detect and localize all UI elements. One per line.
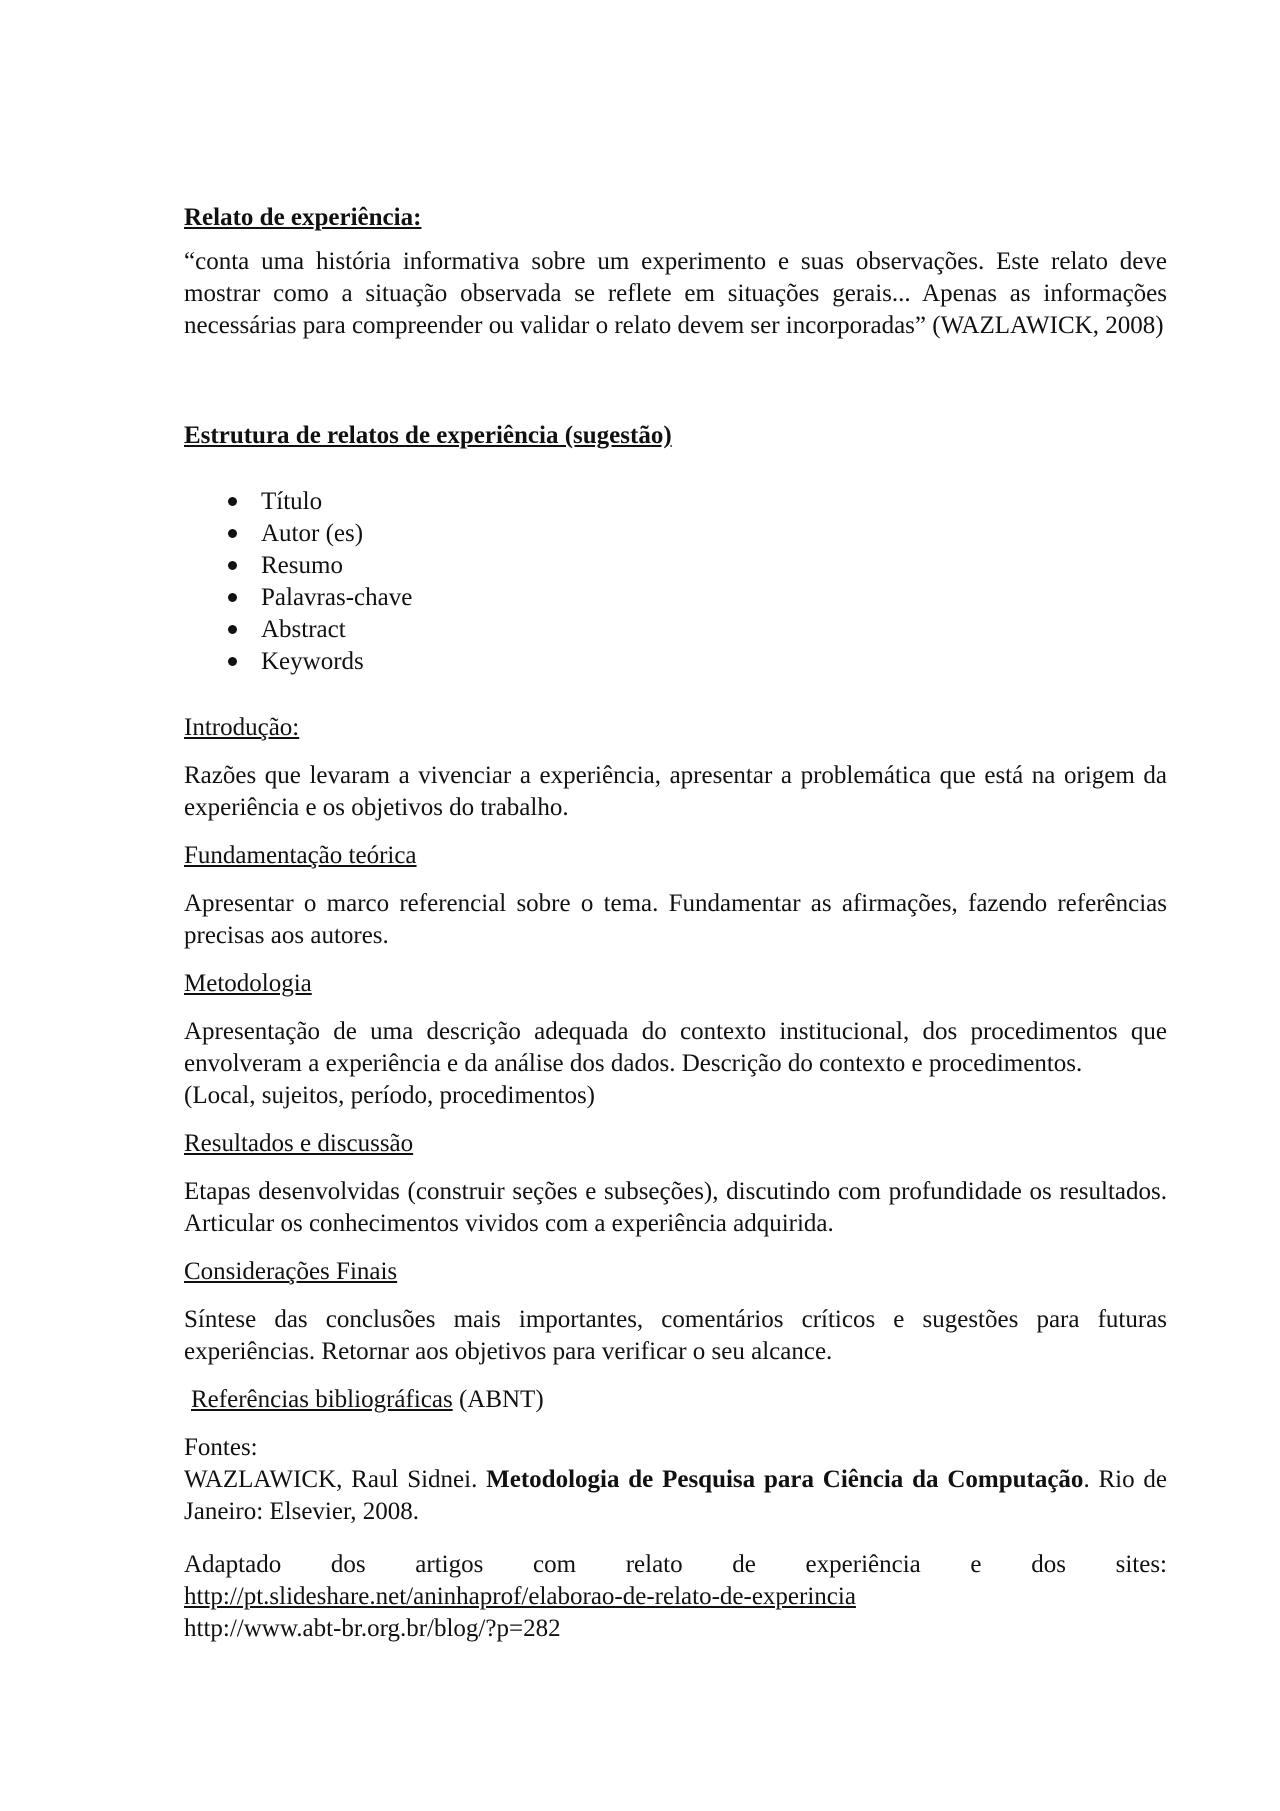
heading-referencias-line — [184, 1384, 1167, 1416]
heading-consideracoes: Considerações Finais — [184, 1258, 398, 1285]
text-metodologia: Apresentação de uma descrição adequada do contexto institucional, dos procedimentos que envolveram a experiência e da análise dos dados. Descrição do contexto e procedimentos. — [184, 1018, 1167, 1077]
referencias-suffix: (ABNT) — [458, 1386, 544, 1413]
abt-link[interactable]: http://www.abt-br.org.br/blog/?p=282 — [184, 1615, 561, 1642]
section-heading-relato: Relato de experiência: — [184, 204, 422, 231]
bullet-icon — [228, 561, 237, 570]
text-introducao: Razões que levaram a vivenciar a experiência, apresentar a problemática que está na origem da experiência e os objetivos do trabalho. — [184, 762, 1167, 821]
heading-metodologia: Metodologia — [184, 970, 312, 997]
list-item: Keywords — [184, 646, 1167, 678]
heading-referencias: Referências bibliográficas — [191, 1386, 453, 1413]
text-fundamentacao: Apresentar o marco referencial sobre o tema. Fundamentar as afirmações, fazendo referências precisas aos autores. — [184, 890, 1167, 949]
fontes-label: Fontes: — [184, 1434, 258, 1461]
list-item: Autor (es) — [184, 518, 1167, 550]
adaptado-text: Adaptado dos artigos com relato de experiência e dos sites: — [184, 1551, 1167, 1578]
reference-entry — [184, 1464, 1167, 1528]
heading-resultados: Resultados e discussão — [184, 1130, 414, 1157]
document-body — [184, 202, 1167, 1645]
section-heading-estrutura: Estrutura de relatos de experiência (sugestão) — [184, 422, 672, 449]
list-item: Abstract — [184, 614, 1167, 646]
structure-bullet-list — [184, 486, 1167, 678]
bullet-icon — [228, 625, 237, 634]
reference-title: Metodologia de Pesquisa para Ciência da Computação — [486, 1466, 1084, 1493]
reference-author: WAZLAWICK, Raul Sidnei. — [184, 1466, 478, 1493]
link1-line — [184, 1581, 1167, 1613]
list-item: Título — [184, 486, 1167, 518]
text-consideracoes: Síntese das conclusões mais importantes, comentários críticos e sugestões para futuras experiências. Retornar aos objetivos para verificar o seu alcance. — [184, 1306, 1167, 1365]
bullet-icon — [228, 657, 237, 666]
link2-line — [184, 1613, 1167, 1645]
text-metodologia-detalhes: (Local, sujeitos, período, procedimentos) — [184, 1082, 595, 1109]
bullet-icon — [228, 497, 237, 506]
heading-introducao: Introdução: — [184, 714, 300, 741]
list-item: Resumo — [184, 550, 1167, 582]
bullet-icon — [228, 529, 237, 538]
reference-rest: . Rio de Janeiro: Elsevier, 2008. — [184, 1466, 1168, 1525]
list-item: Palavras-chave — [184, 582, 1167, 614]
text-resultados: Etapas desenvolvidas (construir seções e subseções), discutindo com profundidade os resultados. Articular os conhecimentos vividos com a experiência adquirida. — [184, 1178, 1167, 1237]
relato-quote: “conta uma história informativa sobre um experimento e suas observações. Este relato deve mostrar como a situação observada se reflete em situações gerais... Apenas as informações necessárias para compreender ou validar o relato devem ser incorporadas” (WAZLAWICK, 2008) — [184, 248, 1167, 339]
bullet-icon — [228, 593, 237, 602]
slideshare-link[interactable]: http://pt.slideshare.net/aninhaprof/elaborao-de-relato-de-experincia — [184, 1583, 856, 1610]
heading-fundamentacao: Fundamentação teórica — [184, 842, 417, 869]
